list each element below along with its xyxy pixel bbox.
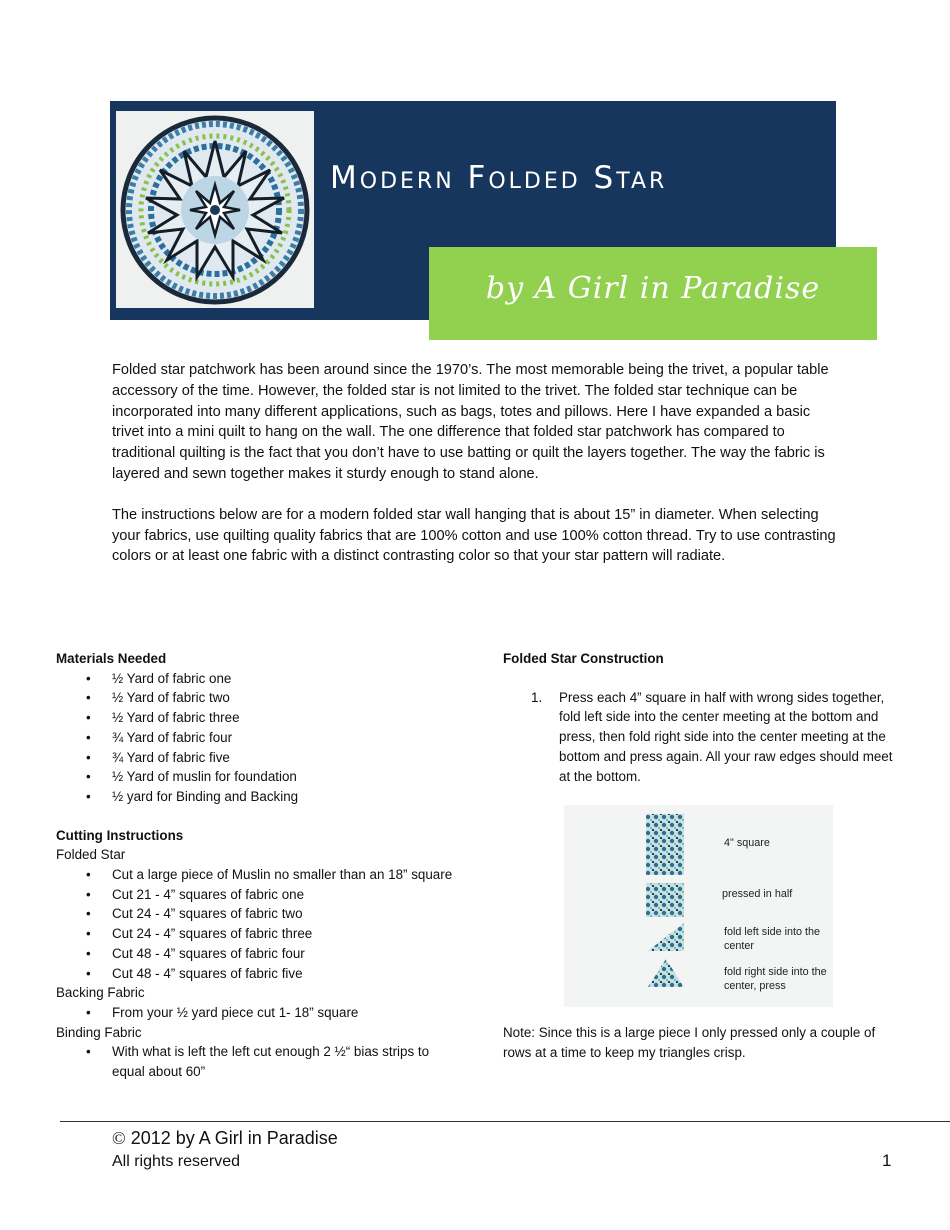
figure-label: pressed in half [722, 888, 793, 901]
binding-cut-list [56, 1042, 456, 1081]
list-item: • ½ Yard of fabric three [56, 708, 456, 728]
list-item: • From your ½ yard piece cut 1- 18” square [56, 1003, 456, 1023]
folded-star-cut-list [56, 865, 456, 983]
list-item: • ½ Yard of muslin for foundation [56, 767, 456, 787]
rights-text: All rights reserved [112, 1153, 241, 1170]
figure-label: 4" square [724, 837, 770, 850]
intro-section [112, 360, 842, 587]
copyright-symbol: © [112, 1128, 126, 1148]
step-text: Press each 4” square in half with wrong sides together, fold left side into the center meeting at the bottom and press, then fold right side into the center meeting at the bottom and press again. All your raw edges should meet at the bottom. [559, 689, 893, 784]
materials-list [56, 669, 456, 807]
footer-divider [60, 1121, 950, 1122]
construction-note: Note: Since this is a large piece I only pressed only a couple of rows at a time to keep my triangles crisp. [503, 1025, 876, 1060]
intro-paragraph: The instructions below are for a modern folded star wall hanging that is about 15” in diameter. When selecting your fabrics, use quilting quality fabrics that are 100% cotton and use 100% cotton thread. Try to use contrasting colors or at least one fabric with a distinct contrasting color so that your star pattern will radiate. [112, 506, 836, 565]
figure-label: fold left side into the center [724, 926, 821, 953]
backing-label: Backing Fabric [56, 985, 145, 1001]
list-item: • Cut 48 - 4” squares of fabric five [56, 964, 456, 984]
list-item: • ¾ Yard of fabric four [56, 728, 456, 748]
right-column [503, 649, 903, 1063]
folding-steps-photo [564, 805, 833, 1007]
construction-steps [503, 688, 903, 787]
document-title: Modern Folded Star [330, 160, 668, 196]
step-number: 1. [531, 689, 543, 705]
list-item: • ½ Yard of fabric two [56, 688, 456, 708]
list-item: • ½ Yard of fabric one [56, 669, 456, 689]
list-item: • Cut a large piece of Muslin no smaller than an 18” square [56, 865, 456, 885]
cutting-heading: Cutting Instructions [56, 827, 184, 843]
list-item: • ½ yard for Binding and Backing [56, 787, 456, 807]
intro-paragraph: Folded star patchwork has been around since the 1970’s. The most memorable being the trivet, a popular table accessory of the time. However, the folded star is not limited to the trivet. The folded star technique can be incorporated into many different applications, such as bags, totes and pillows. Here I have expanded a basic trivet into a mini quilt to hang on the wall. The one difference that folded star patchwork has compared to traditional quilting is the fact that you don’t have to use batting or quilt the layers together. The way the fabric is layered and sewn together makes it sturdy enough to stand alone. [112, 362, 829, 482]
list-item: • ¾ Yard of fabric five [56, 748, 456, 768]
binding-label: Binding Fabric [56, 1024, 142, 1040]
construction-heading: Folded Star Construction [503, 651, 664, 666]
left-column [56, 649, 456, 1082]
subtitle-banner [429, 247, 877, 340]
folded-star-quilt-photo [116, 111, 314, 308]
backing-cut-list [56, 1003, 456, 1023]
list-item: • Cut 24 - 4” squares of fabric two [56, 904, 456, 924]
list-item: • Cut 48 - 4” squares of fabric four [56, 944, 456, 964]
copyright-line [112, 1128, 338, 1149]
copyright-text: 2012 by A Girl in Paradise [125, 1128, 338, 1148]
figure-label: fold right side into the center, press [724, 966, 827, 993]
list-item: • Cut 24 - 4” squares of fabric three [56, 924, 456, 944]
folded-star-label: Folded Star [56, 847, 126, 863]
materials-heading: Materials Needed [56, 651, 167, 666]
document-subtitle: by A Girl in Paradise [485, 271, 821, 306]
list-item: • With what is left the left cut enough 2 ½“ bias strips to equal about 60” [56, 1042, 456, 1081]
list-item: • Cut 21 - 4” squares of fabric one [56, 885, 456, 905]
step-item [503, 688, 903, 787]
page-number: 1 [882, 1151, 892, 1170]
